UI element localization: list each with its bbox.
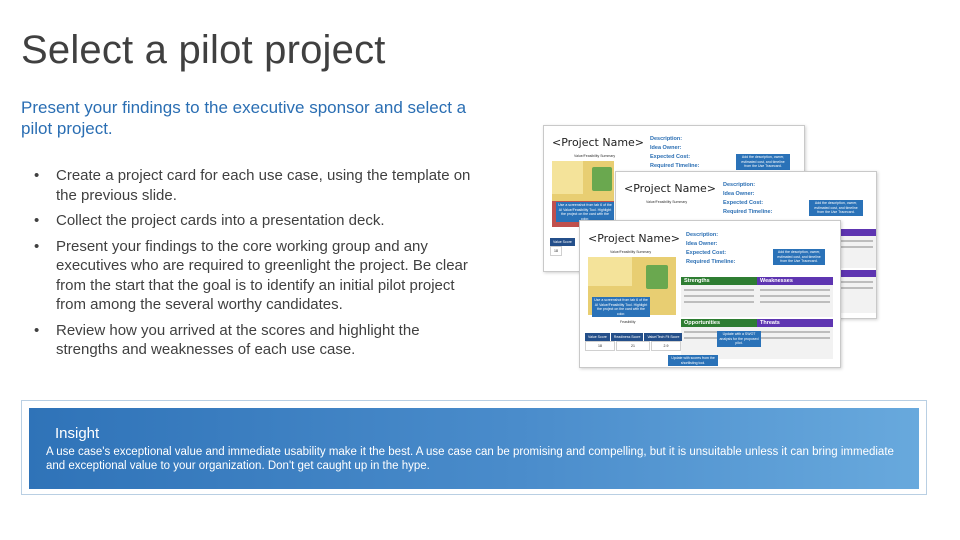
field-idea-owner: Idea Owner: — [650, 145, 682, 151]
swot-weaknesses-header — [838, 229, 876, 236]
field-expected-cost: Expected Cost: — [650, 154, 691, 160]
bullet-item: • Present your findings to the core working group and any executives who are required to greenlight the project. Be clear from the start that the goal is to identify an initial pilot project from among the several worthy candidates. — [34, 237, 474, 315]
score-table — [585, 333, 682, 351]
field-description: Description: — [650, 136, 683, 142]
table-value: 2.9 — [651, 341, 681, 351]
swot-weaknesses-header: Weaknesses — [757, 277, 833, 285]
field-idea-owner: Idea Owner: — [686, 241, 718, 247]
field-description: Description: — [723, 182, 756, 188]
card-fields — [650, 135, 699, 171]
swot-strengths-body — [681, 285, 757, 317]
project-name: <Project Name> — [588, 232, 681, 245]
callout: Add the description, owner, estimated cost, and timeline from the Use Tracecard. — [736, 154, 790, 170]
page-subtitle: Present your findings to the executive sponsor and select a pilot project. — [21, 98, 467, 138]
table-value: 18 — [550, 246, 562, 256]
feasibility-label: Feasibility — [620, 320, 636, 324]
insight-title: Insight — [55, 425, 100, 442]
callout: Update with a SWOT analysis for the proposed pilot. — [717, 331, 761, 347]
callout: Add the description, owner, estimated cost, and timeline from the Use Tracecard. — [809, 200, 863, 216]
bullet-item: • Create a project card for each use case, using the template on the previous slide. — [34, 166, 474, 205]
swot-threats-header: Threats — [757, 319, 833, 327]
card-fields — [723, 181, 772, 217]
swot-strengths-header: Strengths — [681, 277, 757, 285]
table-header: Value Score — [585, 333, 610, 341]
card-fields — [686, 231, 735, 267]
bullet-list — [34, 166, 474, 366]
field-required-timeline: Required Timeline: — [650, 163, 700, 169]
project-card-thumbnail-3 — [579, 220, 841, 368]
swot-weaknesses-body — [757, 285, 833, 317]
bullet-item: • Review how you arrived at the scores and highlight the strengths and weaknesses of each use case. — [34, 321, 474, 360]
field-expected-cost: Expected Cost: — [723, 200, 764, 206]
swot-threats-body — [757, 327, 833, 359]
callout: Use a screenshot from tab 6 of the AI Value/Feasibility Tool. Highlight the project on the card with the color. — [592, 297, 650, 317]
swot-opportunities-header: Opportunities — [681, 319, 757, 327]
callout: Add the description, owner, estimated cost, and timeline from the Use Tracecard. — [773, 249, 825, 265]
field-expected-cost: Expected Cost: — [686, 250, 727, 256]
table-header: Readiness Score — [611, 333, 644, 341]
score-table — [550, 238, 575, 256]
callout: Use a screenshot from tab 6 of the AI Value/Feasibility Tool. Highlight the project on the card with the color. — [556, 202, 614, 222]
field-required-timeline: Required Timeline: — [723, 209, 773, 215]
field-description: Description: — [686, 232, 719, 238]
table-value: 18 — [585, 341, 615, 351]
table-header: Value/Tech Fit Score — [644, 333, 682, 341]
swot-threats-header — [838, 270, 876, 277]
insight-text: A use case's exceptional value and immediate usability make it the best. A use case can be promising and compelling, but it is unsuitable unless it can bring immediate and exceptional value to your organization. Don't get caught up in the hype. — [46, 446, 894, 472]
swot-threats-body — [838, 277, 876, 313]
field-idea-owner: Idea Owner: — [723, 191, 755, 197]
table-value: 21 — [616, 341, 650, 351]
table-header: Value Score — [550, 238, 575, 246]
value-feasibility-label: Value/Feasibility Summary — [646, 200, 688, 204]
callout: Update with scores from the shortlisting tool. — [668, 355, 718, 366]
page-title: Select a pilot project — [21, 28, 386, 72]
project-name: <Project Name> — [552, 136, 645, 149]
swot-weaknesses-body — [838, 236, 876, 268]
value-feasibility-label: Value/Feasibility Summary — [574, 154, 616, 158]
insight-box — [29, 408, 919, 489]
bullet-item: • Collect the project cards into a presentation deck. — [34, 211, 474, 231]
value-feasibility-label: Value/Feasibility Summary — [610, 250, 652, 254]
project-name: <Project Name> — [624, 182, 717, 195]
field-required-timeline: Required Timeline: — [686, 259, 736, 265]
